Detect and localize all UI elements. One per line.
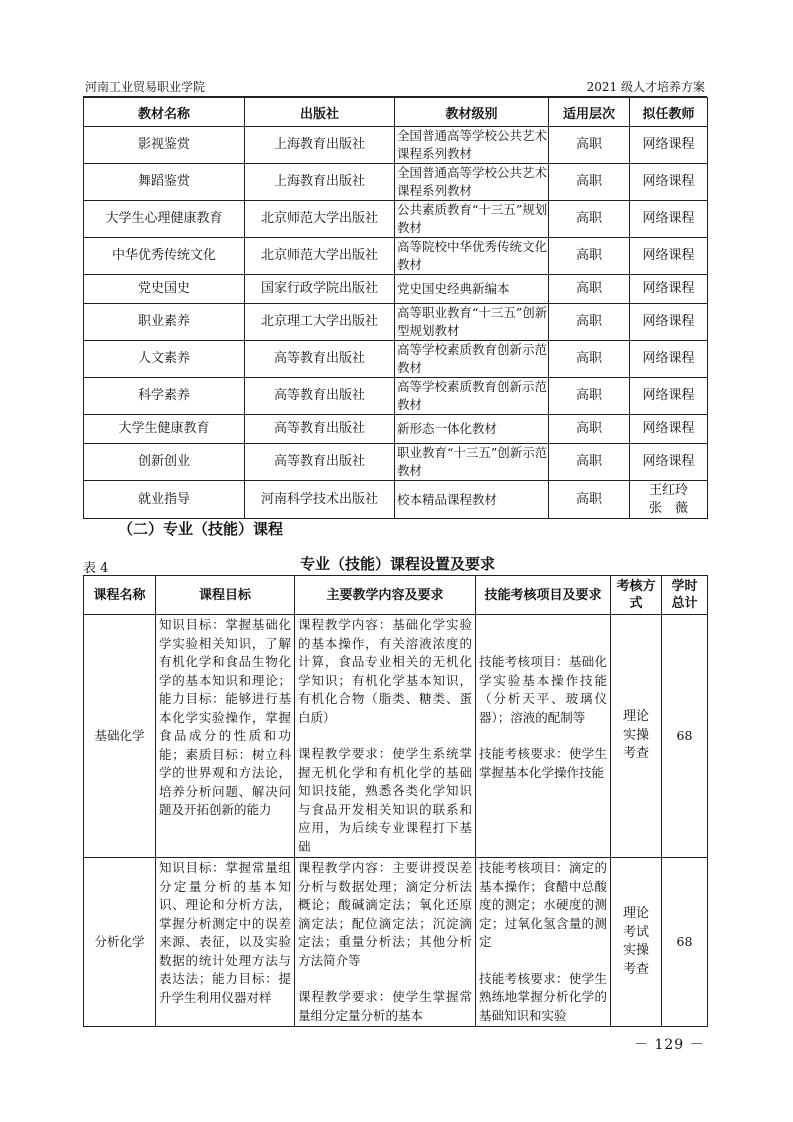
- table-label: 表 4: [83, 561, 109, 576]
- publisher-cell: 北京师范大学出版社: [245, 238, 395, 275]
- header-plan: 2021 级人才培养方案: [586, 80, 705, 94]
- level-cell: 全国普通高等学校公共艺术课程系列教材: [395, 127, 549, 164]
- textbook-name-cell: 大学生健康教育: [84, 415, 245, 444]
- teacher-cell: 网络课程: [630, 304, 708, 341]
- page-header: [83, 76, 707, 97]
- textbook-name-cell: 影视鉴赏: [84, 127, 245, 164]
- tier-cell: 高职: [549, 341, 630, 378]
- course-table: [83, 575, 708, 1027]
- assessment-method-cell: 理论 实操 考查: [611, 615, 662, 858]
- col-header: 教材名称: [84, 98, 245, 127]
- teacher-cell: 网络课程: [630, 127, 708, 164]
- level-cell: 高等院校中华优秀传统文化教材: [395, 238, 549, 275]
- table-row: [84, 378, 708, 415]
- level-cell: 高等学校素质教育创新示范教材: [395, 341, 549, 378]
- skill-assessment-cell: [476, 615, 611, 858]
- course-goal-cell: 知识目标：掌握基础化学实验相关知识，了解有机化学和食品生物化学的基本知识和理论；能力目标：能够进行基本化学实验操作，掌握食品成分的性质和功能；素质目标：树立科学的世界观和方法论，培养分析问题、解决问题及开拓创新的能力: [156, 615, 295, 858]
- tier-cell: 高职: [549, 415, 630, 444]
- table-row: [84, 341, 708, 378]
- table-row: [84, 858, 708, 1027]
- teacher-cell: 网络课程: [630, 444, 708, 481]
- table-row: [84, 304, 708, 341]
- content-paragraph: 课程教学内容：基础化学实验的基本操作，有关溶液浓度的计算，食品专业相关的无机化学知识；有机化学基本知识，有机化合物（脂类、糖类、蛋白质）: [298, 617, 472, 725]
- tier-cell: 高职: [549, 444, 630, 481]
- table-row: [84, 127, 708, 164]
- teacher-cell: 网络课程: [630, 378, 708, 415]
- publisher-cell: 高等教育出版社: [245, 341, 395, 378]
- table-header-row: [84, 98, 708, 127]
- textbook-name-cell: 大学生心理健康教育: [84, 201, 245, 238]
- table-row: [84, 164, 708, 201]
- publisher-cell: 国家行政学院出版社: [245, 275, 395, 304]
- assessment-method-cell: 理论 考试 实操 考查: [611, 858, 662, 1027]
- col-header: 主要教学内容及要求: [295, 576, 476, 615]
- publisher-cell: 河南科学技术出版社: [245, 481, 395, 519]
- textbook-name-cell: 创新创业: [84, 444, 245, 481]
- textbook-table: [83, 97, 708, 519]
- textbook-name-cell: 人文素养: [84, 341, 245, 378]
- publisher-cell: 高等教育出版社: [245, 444, 395, 481]
- requirement-paragraph: 课程教学要求：使学生掌握常量组分定量分析的基本: [298, 989, 472, 1023]
- tier-cell: 高职: [549, 481, 630, 519]
- total-hours-cell: 68: [662, 858, 708, 1027]
- teacher-cell: 网络课程: [630, 341, 708, 378]
- col-header: 适用层次: [549, 98, 630, 127]
- table-row: [84, 275, 708, 304]
- header-school: 河南工业贸易职业学院: [85, 80, 206, 94]
- textbook-name-cell: 就业指导: [84, 481, 245, 519]
- tier-cell: 高职: [549, 304, 630, 341]
- course-name-cell: 分析化学: [84, 858, 156, 1027]
- tier-cell: 高职: [549, 164, 630, 201]
- col-header: 课程目标: [156, 576, 295, 615]
- table-row: [84, 615, 708, 858]
- page-number: － 129 －: [634, 1037, 705, 1053]
- table-row: [84, 201, 708, 238]
- table-header-row: [84, 576, 708, 615]
- tier-cell: 高职: [549, 238, 630, 275]
- skill-item-paragraph: 技能考核项目：基础化学实验基本操作技能（分析天平、玻璃仪器）；溶液的配制等: [479, 654, 607, 725]
- table-row: [84, 481, 708, 519]
- textbook-name-cell: 中华优秀传统文化: [84, 238, 245, 275]
- content-paragraph: 课程教学内容：主要讲授误差分析与数据处理；滴定分析法概论；酸碱滴定法；氧化还原滴定法；配位滴定法；沉淀滴定法；重量分析法；其他分析方法简介等: [298, 860, 472, 968]
- teacher-cell: 网络课程: [630, 164, 708, 201]
- tier-cell: 高职: [549, 275, 630, 304]
- table-row: [84, 238, 708, 275]
- textbook-name-cell: 科学素养: [84, 378, 245, 415]
- col-header: 技能考核项目及要求: [476, 576, 611, 615]
- tier-cell: 高职: [549, 127, 630, 164]
- col-header: 教材级别: [395, 98, 549, 127]
- teaching-content-cell: [295, 858, 476, 1027]
- teacher-cell: 网络课程: [630, 238, 708, 275]
- skill-requirement-paragraph: 技能考核要求：使学生掌握基本化学操作技能: [479, 746, 607, 780]
- col-header: 课程名称: [84, 576, 156, 615]
- table-title: 专业（技能）课程设置及要求: [300, 555, 496, 573]
- table-row: [84, 444, 708, 481]
- level-cell: 党史国史经典新编本: [395, 275, 549, 304]
- col-header: 学时总计: [662, 576, 708, 615]
- level-cell: 职业教育“十三五”创新示范教材: [395, 444, 549, 481]
- skill-item-paragraph: 技能考核项目：滴定的基本操作；食醋中总酸度的测定；水硬度的测定；过氧化氢含量的测定: [479, 860, 607, 949]
- level-cell: 高等职业教育“十三五”创新型规划教材: [395, 304, 549, 341]
- level-cell: 全国普通高等学校公共艺术课程系列教材: [395, 164, 549, 201]
- level-cell: 公共素质教育“十三五”规划教材: [395, 201, 549, 238]
- col-header: 出版社: [245, 98, 395, 127]
- publisher-cell: 上海教育出版社: [245, 164, 395, 201]
- course-name-cell: 基础化学: [84, 615, 156, 858]
- textbook-name-cell: 职业素养: [84, 304, 245, 341]
- level-cell: 高等学校素质教育创新示范教材: [395, 378, 549, 415]
- teaching-content-cell: [295, 615, 476, 858]
- teacher-cell: 王红玲 张 薇: [630, 481, 708, 519]
- teacher-cell: 网络课程: [630, 415, 708, 444]
- skill-requirement-paragraph: 技能考核要求：使学生熟练地掌握分析化学的基础知识和实验: [479, 970, 607, 1023]
- teacher-cell: 网络课程: [630, 201, 708, 238]
- publisher-cell: 高等教育出版社: [245, 378, 395, 415]
- tier-cell: 高职: [549, 201, 630, 238]
- publisher-cell: 高等教育出版社: [245, 415, 395, 444]
- textbook-name-cell: 舞蹈鉴赏: [84, 164, 245, 201]
- skill-assessment-cell: [476, 858, 611, 1027]
- publisher-cell: 北京理工大学出版社: [245, 304, 395, 341]
- total-hours-cell: 68: [662, 615, 708, 858]
- col-header: 考核方式: [611, 576, 662, 615]
- level-cell: 校本精品课程教材: [395, 481, 549, 519]
- publisher-cell: 北京师范大学出版社: [245, 201, 395, 238]
- textbook-name-cell: 党史国史: [84, 275, 245, 304]
- col-header: 拟任教师: [630, 98, 708, 127]
- publisher-cell: 上海教育出版社: [245, 127, 395, 164]
- teacher-cell: 网络课程: [630, 275, 708, 304]
- course-goal-cell: 知识目标：掌握常量组分定量分析的基本知识、理论和分析方法，掌握分析测定中的误差来源、表征，以及实验数据的统计处理方法与表达法；能力目标：提升学生利用仪器对样: [156, 858, 295, 1027]
- requirement-paragraph: 课程教学要求：使学生系统掌握无机化学和有机化学的基础知识技能，熟悉各类化学知识与食品开发相关知识的联系和应用，为后续专业课程打下基础: [298, 746, 472, 854]
- table-row: [84, 415, 708, 444]
- tier-cell: 高职: [549, 378, 630, 415]
- level-cell: 新形态一体化教材: [395, 415, 549, 444]
- section-title: （二）专业（技能）课程: [118, 520, 284, 538]
